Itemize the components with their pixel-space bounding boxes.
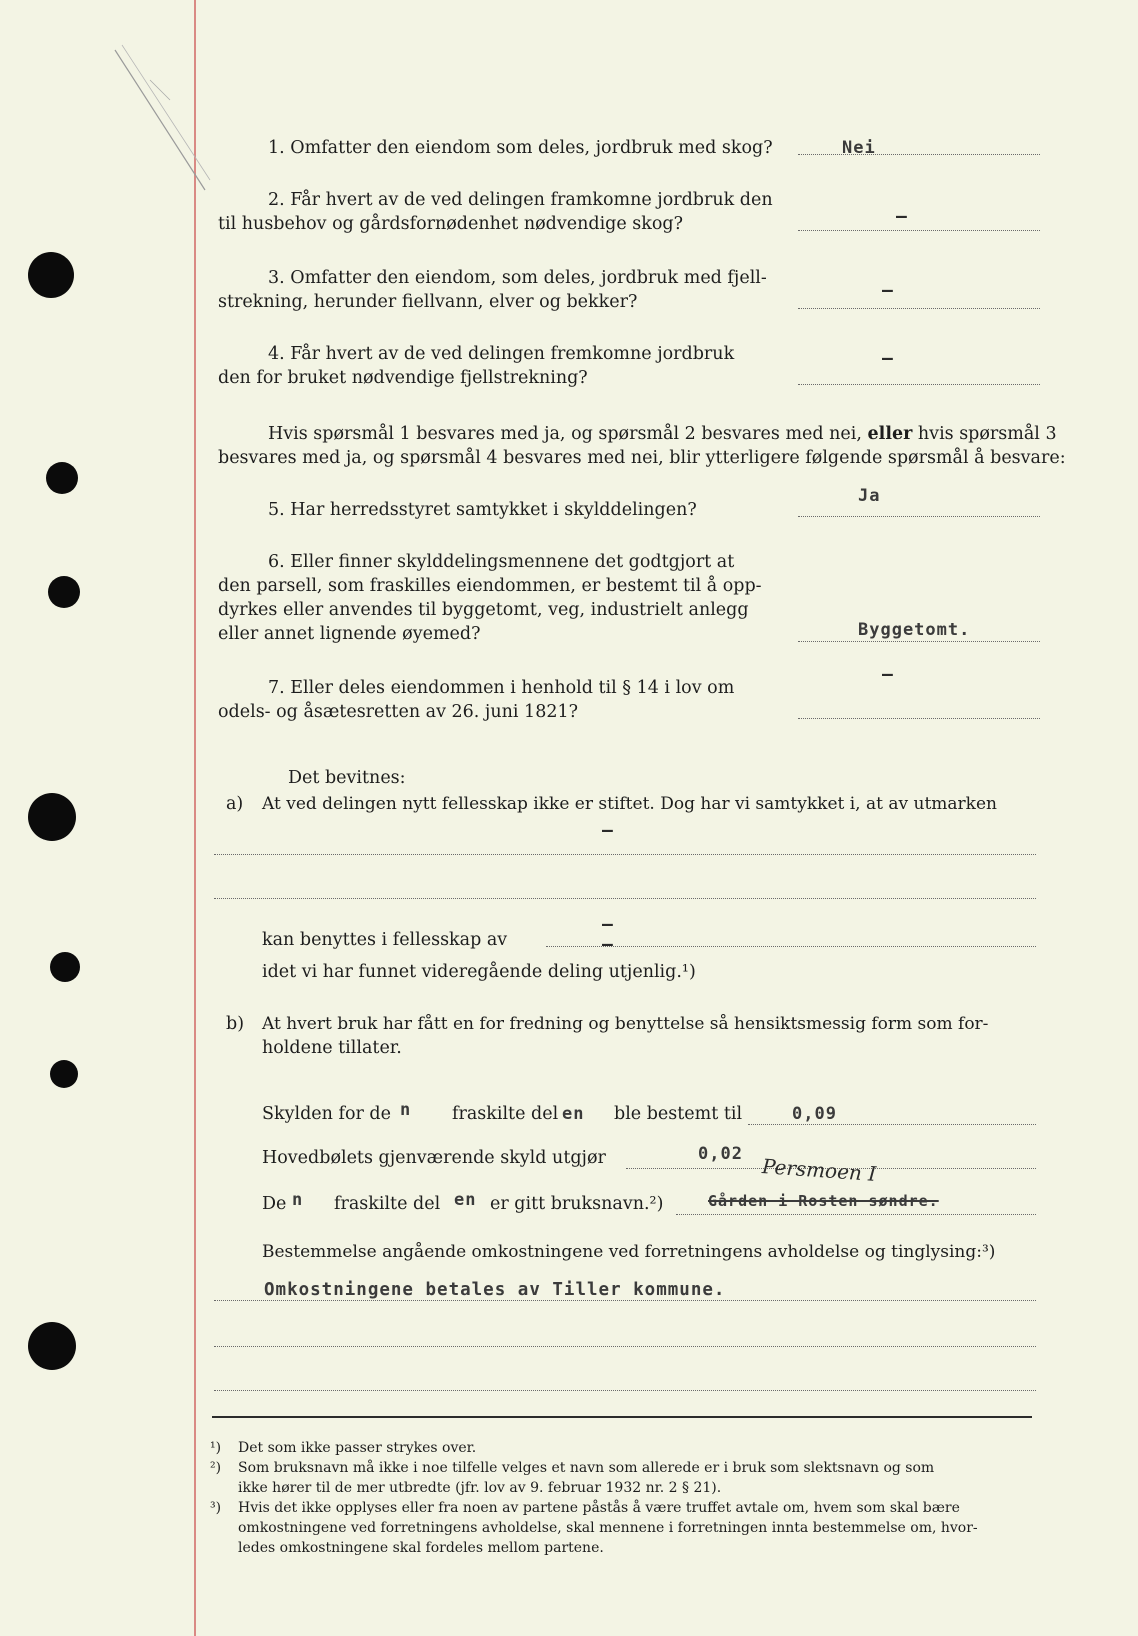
- navn-label-b: fraskilte del: [334, 1194, 441, 1214]
- fellesskap-answer: –: [602, 914, 613, 935]
- question-6-line-2: den parsell, som fraskilles eiendommen, er bestemt til å opp-: [218, 576, 762, 596]
- skyld-label-a: Skylden for de: [262, 1104, 391, 1124]
- attest-a-line-1: [214, 854, 1036, 855]
- punch-hole: [50, 1060, 78, 1088]
- question-4-line-1: 4. Får hvert av de ved delingen fremkomne jordbruk: [268, 344, 735, 364]
- skyld-typed-en1: en: [562, 1104, 585, 1124]
- condition-line-1-a: Hvis spørsmål 1 besvares med ja, og spørsmål 2 besvares med nei,: [268, 424, 862, 444]
- attest-b-line-1: At hvert bruk har fått en for fredning og benyttelse så hensiktsmessig form som for-: [262, 1014, 989, 1034]
- fellesskap-answer-2: –: [602, 934, 613, 955]
- utjenlig-text: idet vi har funnet videregående deling utjenlig.¹): [262, 962, 696, 982]
- attest-heading: Det bevitnes:: [288, 768, 406, 788]
- hoved-value: 0,02: [698, 1144, 743, 1164]
- condition-line-1-b: hvis spørsmål 3: [917, 424, 1057, 444]
- answer-6: Byggetomt.: [858, 620, 971, 640]
- footnote-rule: [212, 1416, 1032, 1418]
- omk-value: Omkostningene betales av Tiller kommune.: [264, 1280, 726, 1300]
- question-7-line-1: 7. Eller deles eiendommen i henhold til § 14 i lov om: [268, 678, 735, 698]
- question-6-line-3: dyrkes eller anvendes til byggetomt, veg, industrielt anlegg: [218, 600, 749, 620]
- punch-hole: [48, 576, 80, 608]
- navn-struck-value: Gården i Rosten søndre.: [708, 1192, 939, 1210]
- question-1: 1. Omfatter den eiendom som deles, jordbruk med skog?: [268, 138, 773, 158]
- attest-a-line-2: [214, 898, 1036, 899]
- question-6-line-4: eller annet lignende øyemed?: [218, 624, 481, 644]
- answer-line-7: [798, 718, 1040, 719]
- omk-line-2: [214, 1346, 1036, 1347]
- answer-line-4: [798, 384, 1040, 385]
- footnote-2-marker: ²): [210, 1460, 222, 1476]
- question-2-line-1: 2. Får hvert av de ved delingen framkomne jordbruk den: [268, 190, 773, 210]
- skyld-value: 0,09: [792, 1104, 837, 1124]
- attest-a-marker: a): [226, 794, 244, 814]
- punch-hole: [46, 462, 78, 494]
- footnote-3-marker: ³): [210, 1500, 222, 1516]
- skyld-label-b: fraskilte del: [452, 1104, 559, 1124]
- skyld-typed-n1: n: [400, 1100, 412, 1120]
- skyld-line: [748, 1124, 1036, 1125]
- handwritten-bruksnavn: Persmoen I: [761, 1154, 877, 1186]
- corner-crease: [110, 40, 220, 210]
- navn-typed-n2: n: [292, 1190, 304, 1210]
- footnote-3-line-3: ledes omkostningene skal fordeles mellom partene.: [238, 1540, 604, 1556]
- navn-line: [676, 1214, 1036, 1215]
- question-3-line-2: strekning, herunder fiellvann, elver og bekker?: [218, 292, 638, 312]
- omk-label: Bestemmelse angående omkostningene ved forretningens avholdelse og tinglysing:³): [262, 1242, 996, 1262]
- answer-line-2: [798, 230, 1040, 231]
- answer-1: Nei: [842, 138, 876, 158]
- question-5: 5. Har herredsstyret samtykket i skylddelingen?: [268, 500, 697, 520]
- attest-a-text: At ved delingen nytt fellesskap ikke er stiftet. Dog har vi samtykket i, at av utmarken: [262, 794, 997, 814]
- answer-4: –: [882, 348, 893, 369]
- punch-hole: [28, 1322, 76, 1370]
- answer-3: –: [882, 280, 893, 301]
- navn-label-c: er gitt bruksnavn.²): [490, 1194, 664, 1214]
- answer-line-6: [798, 641, 1040, 642]
- answer-line-3: [798, 308, 1040, 309]
- hoved-label: Hovedbølets gjenværende skyld utgjør: [262, 1148, 606, 1168]
- answer-line-1: [798, 154, 1040, 155]
- answer-2: –: [896, 206, 907, 227]
- question-3-line-1: 3. Omfatter den eiendom, som deles, jordbruk med fjell-: [268, 268, 767, 288]
- punch-hole: [28, 793, 76, 841]
- punch-hole: [50, 952, 80, 982]
- footnote-3-line-2: omkostningene ved forretningens avholdelse, skal mennene i forretningen innta bestemmelse om, hvor-: [238, 1520, 978, 1536]
- attest-b-line-2: holdene tillater.: [262, 1038, 402, 1058]
- fellesskap-label: kan benyttes i fellesskap av: [262, 930, 508, 950]
- condition-line-1: [268, 422, 1057, 446]
- margin-line: [194, 0, 196, 1636]
- footnote-2-line-2: ikke hører til de mer utbredte (jfr. lov av 9. februar 1932 nr. 2 § 21).: [238, 1480, 722, 1496]
- footnote-1-marker: ¹): [210, 1440, 222, 1456]
- punch-hole: [28, 252, 74, 298]
- attest-b-marker: b): [226, 1014, 245, 1034]
- answer-7: –: [882, 664, 893, 685]
- navn-typed-en2: en: [454, 1190, 477, 1210]
- omk-line-1: [214, 1300, 1036, 1301]
- navn-label-a: De: [262, 1194, 287, 1214]
- answer-line-5: [798, 516, 1040, 517]
- condition-bold: eller: [867, 424, 913, 444]
- question-7-line-2: odels- og åsætesretten av 26. juni 1821?: [218, 702, 578, 722]
- question-6-line-1: 6. Eller finner skylddelingsmennene det godtgjort at: [268, 552, 735, 572]
- answer-5: Ja: [858, 486, 881, 506]
- omk-line-3: [214, 1390, 1036, 1391]
- footnote-2-line-1: Som bruksnavn må ikke i noe tilfelle velges et navn som allerede er i bruk som slektsnavn og som: [238, 1460, 935, 1476]
- footnote-3-line-1: Hvis det ikke opplyses eller fra noen av partene påstås å være truffet avtale om, hvem som skal bære: [238, 1500, 960, 1516]
- fellesskap-line: [546, 946, 1036, 947]
- condition-line-2: besvares med ja, og spørsmål 4 besvares med nei, blir ytterligere følgende spørsmål å besvare:: [218, 448, 1066, 468]
- question-4-line-2: den for bruket nødvendige fjellstrekning?: [218, 368, 588, 388]
- skyld-label-c: ble bestemt til: [614, 1104, 743, 1124]
- attest-a-answer: –: [602, 820, 613, 841]
- question-2-line-2: til husbehov og gårdsfornødenhet nødvendige skog?: [218, 214, 683, 234]
- footnote-1-line-1: Det som ikke passer strykes over.: [238, 1440, 477, 1456]
